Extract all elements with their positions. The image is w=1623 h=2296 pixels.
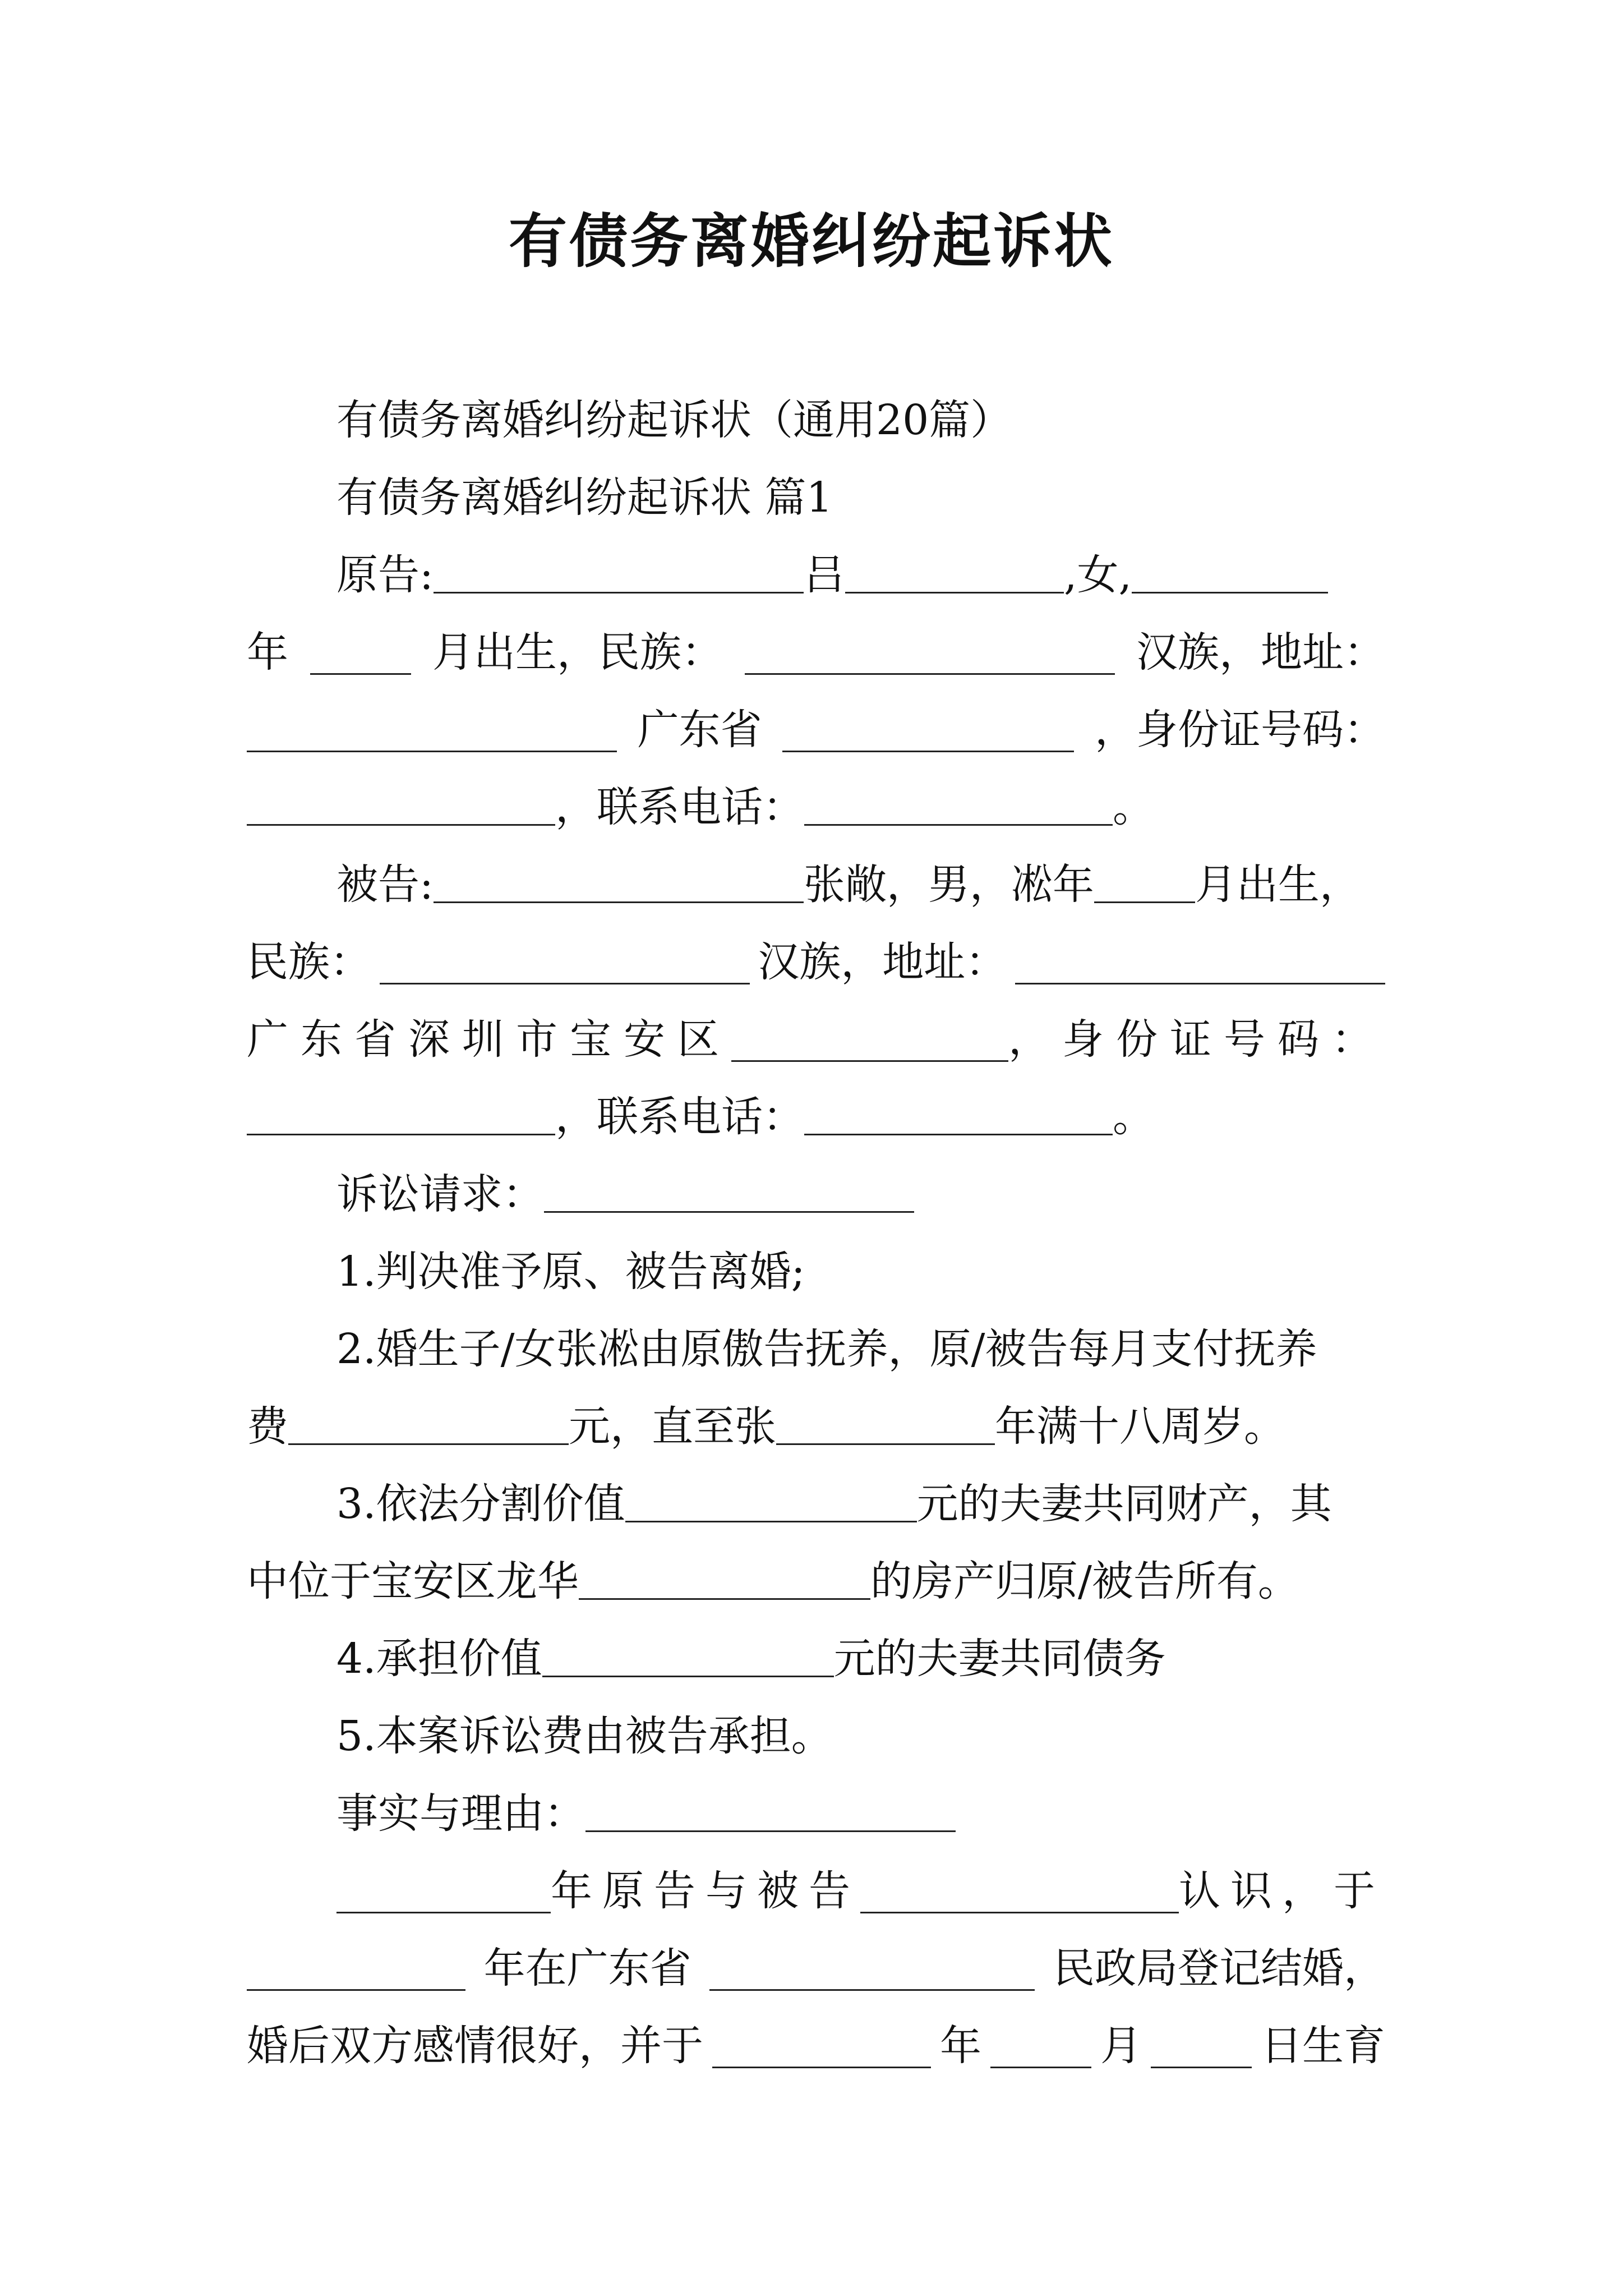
- document-title: 有债务离婚纠纷起诉状: [508, 206, 1114, 275]
- blank-field: [247, 1947, 465, 1991]
- defendant-address: 广东省深圳市宝安区: [247, 1015, 731, 1064]
- blank-field: [247, 708, 617, 752]
- claim-3-value-label: 3.依法分割价值: [336, 1480, 625, 1528]
- blank-field: [579, 1556, 870, 1600]
- facts-after-marriage: 婚后双方感情很好，并于: [247, 2022, 703, 2070]
- facts-label: 事实与理由：: [336, 1789, 585, 1838]
- blank-field: [1151, 2024, 1252, 2068]
- plaintiff-phone-label: ，联系电话：: [555, 783, 804, 831]
- plaintiff-end: 。: [1113, 783, 1154, 831]
- defendant-ethnicity: 汉族，地址：: [758, 938, 1007, 986]
- claim-2-until: 元，直至张: [569, 1402, 776, 1451]
- plaintiff-birth-month: 月出生，民族：: [432, 628, 723, 677]
- blank-field: [310, 631, 411, 675]
- defendant-line-2: [247, 923, 1385, 1001]
- plaintiff-id-label: ，身份证号码：: [1094, 706, 1385, 754]
- defendant-end: 。: [1113, 1093, 1154, 1141]
- blank-field: [776, 1401, 995, 1445]
- defendant-label: 被告:: [336, 861, 434, 909]
- plaintiff-name: 吕: [803, 551, 845, 599]
- facts-line-1: [247, 1852, 1385, 1930]
- blank-field: [434, 549, 804, 593]
- plaintiff-line-1: [247, 536, 1385, 614]
- plaintiff-gender: ,女,: [1063, 551, 1132, 599]
- blank-field: [745, 631, 1115, 675]
- facts-marriage-registration: 民政局登记结婚，: [1053, 1944, 1385, 1993]
- blank-field: [804, 781, 1113, 826]
- claim-4-debt: 元的夫妻共同债务: [833, 1635, 1166, 1683]
- claim-2-line-1: 2.婚生子/女张凇由原傲告抚养，原/被告每月支付抚养: [336, 1325, 1317, 1373]
- claims-heading-line: [247, 1156, 1385, 1233]
- claim-1: 1.判决准予原、被告离婚;: [336, 1248, 805, 1296]
- facts-heading-line: [247, 1775, 1385, 1852]
- blank-field: [288, 1401, 569, 1445]
- plaintiff-ethnicity: 汉族，地址：: [1136, 628, 1385, 677]
- facts-registered-in: 年在广东省: [483, 1944, 691, 1993]
- facts-line-3: [247, 2007, 1385, 2085]
- defendant-line-1: [247, 846, 1385, 923]
- claim-3-line-1: [247, 1465, 1385, 1543]
- claim-3-property: 元的夫妻共同财产，其: [916, 1480, 1332, 1528]
- plaintiff-line-3: [247, 691, 1385, 769]
- claim-4-line: [247, 1620, 1385, 1697]
- claim-5: 5.本案诉讼费由被告承担。: [336, 1712, 833, 1760]
- facts-meeting: 年原告与被告: [550, 1867, 860, 1915]
- defendant-name: 张敞，男，凇年: [803, 861, 1094, 909]
- blank-field: [336, 1869, 551, 1913]
- blank-field: [1132, 549, 1328, 593]
- blank-field: [1015, 940, 1385, 984]
- plaintiff-line-4: [247, 769, 1385, 846]
- claims-label: 诉讼请求：: [336, 1170, 544, 1218]
- plaintiff-label: 原告:: [336, 551, 434, 599]
- defendant-line-4: [247, 1078, 1385, 1156]
- claim-2-age: 年满十八周岁。: [995, 1402, 1285, 1451]
- document-body: [247, 381, 1385, 2085]
- blank-field: [542, 1633, 834, 1677]
- defendant-id-label: ，身份证号码：: [1008, 1015, 1385, 1064]
- plaintiff-line-2: [247, 614, 1385, 691]
- defendant-ethnicity-label: 民族：: [247, 938, 371, 986]
- claim-2-line-2: [247, 1388, 1385, 1465]
- blank-field: [247, 781, 555, 826]
- blank-field: [990, 2024, 1091, 2068]
- blank-field: [247, 1091, 555, 1135]
- claim-3-line-2: [247, 1543, 1385, 1620]
- blank-field: [804, 1091, 1113, 1135]
- blank-field: [585, 1788, 956, 1832]
- blank-field: [845, 549, 1064, 593]
- claim-3-ownership: 的房产归原/被告所有。: [870, 1557, 1299, 1605]
- defendant-line-3: [247, 1001, 1385, 1078]
- facts-year: 年: [940, 2022, 981, 2070]
- blank-field: [1094, 859, 1195, 903]
- facts-acquainted: 认识，于: [1179, 1867, 1385, 1915]
- claim-4-value-label: 4.承担价值: [336, 1635, 542, 1683]
- facts-birth: 日生育: [1261, 2022, 1385, 2070]
- blank-field: [782, 708, 1074, 752]
- blank-field: [625, 1478, 917, 1522]
- subtitle-line: 有债务离婚纠纷起诉状（通用20篇）: [336, 396, 1012, 444]
- facts-line-2: [247, 1930, 1385, 2007]
- plaintiff-province: 广东省: [637, 706, 762, 754]
- claim-3-location: 中位于宝安区龙华: [247, 1557, 579, 1605]
- blank-field: [380, 940, 750, 984]
- blank-field: [434, 859, 804, 903]
- facts-month: 月: [1100, 2022, 1142, 2070]
- defendant-phone-label: ，联系电话：: [555, 1093, 804, 1141]
- blank-field: [860, 1869, 1179, 1913]
- claim-2-fee: 费: [247, 1402, 288, 1451]
- blank-field: [712, 2024, 931, 2068]
- part-heading-line: 有债务离婚纠纷起诉状 篇1: [336, 473, 833, 522]
- blank-field: [709, 1947, 1035, 1991]
- blank-field: [731, 1018, 1008, 1062]
- plaintiff-birth-year: 年: [247, 628, 288, 677]
- blank-field: [544, 1168, 914, 1213]
- defendant-birth-month: 月出生，: [1195, 861, 1361, 909]
